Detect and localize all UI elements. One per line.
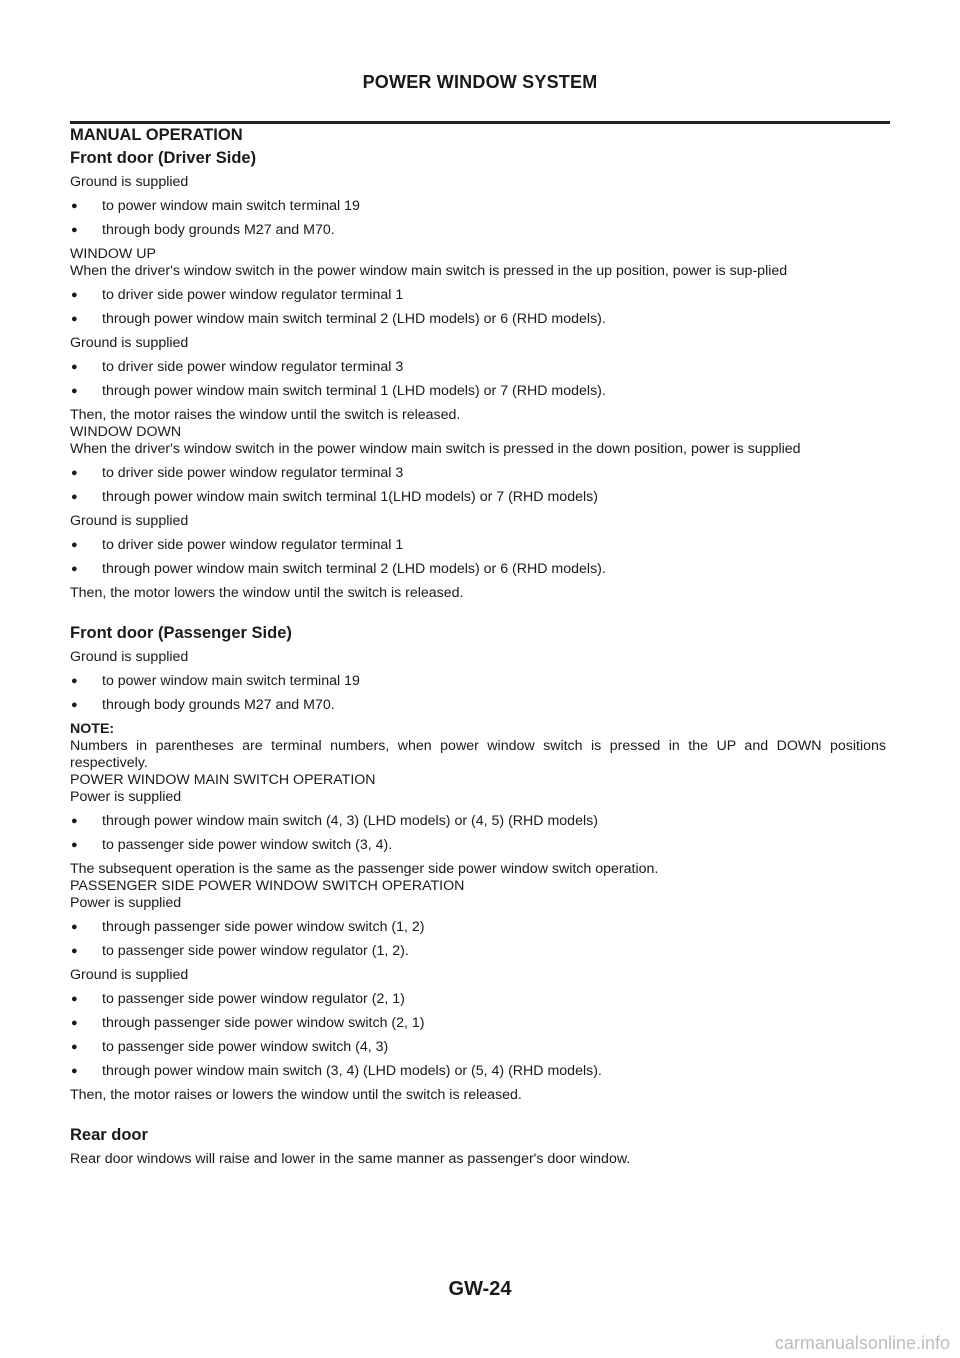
paragraph: Then, the motor raises or lowers the window until the switch is released. [70,1087,522,1103]
bullet-item: ● through power window main switch (3, 4) (LHD models) or (5, 4) (RHD models). [70,1063,886,1080]
note-label: NOTE: [70,721,115,737]
subheading-passenger-switch-operation: PASSENGER SIDE POWER WINDOW SWITCH OPERATION [70,878,465,894]
paragraph: Ground is supplied [70,335,189,351]
paragraph: The subsequent operation is the same as the passenger side power window switch operation. [70,861,659,877]
paragraph: Ground is supplied [70,513,189,529]
paragraph: When the driver's window switch in the power window main switch is pressed in the up position, power is sup-plied [70,263,788,279]
main-heading: MANUAL OPERATION [70,126,243,144]
subheading-window-up: WINDOW UP [70,246,156,262]
page-header-title: POWER WINDOW SYSTEM [362,72,598,92]
bullet-item: ● to passenger side power window regulator (2, 1) [70,991,886,1008]
bullet-item: ● to driver side power window regulator terminal 3 [70,465,886,482]
bullet-item: ● through power window main switch (4, 3) (LHD models) or (4, 5) (RHD models) [70,813,886,830]
paragraph: Power is supplied [70,895,182,911]
subheading-window-down: WINDOW DOWN [70,424,182,440]
paragraph: Ground is supplied [70,649,189,665]
paragraph: Rear door windows will raise and lower in the same manner as passenger's door window. [70,1151,631,1167]
bullet-item: ● to driver side power window regulator terminal 3 [70,359,886,376]
section-heading-rear: Rear door [70,1126,148,1144]
bullet-item: ● through power window main switch terminal 2 (LHD models) or 6 (RHD models). [70,561,886,578]
subheading-main-switch-operation: POWER WINDOW MAIN SWITCH OPERATION [70,772,376,788]
section-heading-driver: Front door (Driver Side) [70,149,257,167]
bullet-item: ● to power window main switch terminal 19 [70,198,886,215]
bullet-item: ● through body grounds M27 and M70. [70,222,886,239]
bullet-item: ● to passenger side power window switch (4, 3) [70,1039,886,1056]
paragraph: Ground is supplied [70,174,189,190]
bullet-item: ● through power window main switch terminal 1 (LHD models) or 7 (RHD models). [70,383,886,400]
bullet-item: ● through power window main switch terminal 2 (LHD models) or 6 (RHD models). [70,311,886,328]
paragraph: Ground is supplied [70,967,189,983]
bullet-item: ● to passenger side power window switch (3, 4). [70,837,886,854]
bullet-item: ● through passenger side power window switch (1, 2) [70,919,886,936]
paragraph: When the driver's window switch in the power window main switch is pressed in the down position, power is supplied [70,441,801,457]
bullet-item: ● to passenger side power window regulator (1, 2). [70,943,886,960]
section-heading-passenger: Front door (Passenger Side) [70,624,292,642]
bullet-item: ● through passenger side power window switch (2, 1) [70,1015,886,1032]
paragraph: Power is supplied [70,789,182,805]
paragraph: Then, the motor raises the window until the switch is released. [70,407,461,423]
bullet-item: ● to power window main switch terminal 19 [70,673,886,690]
paragraph: Then, the motor lowers the window until the switch is released. [70,585,464,601]
header-rule [70,121,890,124]
page-number: GW-24 [448,1278,512,1300]
bullet-item: ● through body grounds M27 and M70. [70,697,886,714]
bullet-item: ● to driver side power window regulator terminal 1 [70,287,886,304]
bullet-item: ● through power window main switch terminal 1(LHD models) or 7 (RHD models) [70,489,886,506]
note-text: Numbers in parentheses are terminal numbers, when power window switch is pressed in the UP and DOWN positions respectively. [70,738,886,771]
bullet-item: ● to driver side power window regulator terminal 1 [70,537,886,554]
page-content [70,125,886,1175]
watermark: carmanualsonline.info [774,1333,950,1353]
